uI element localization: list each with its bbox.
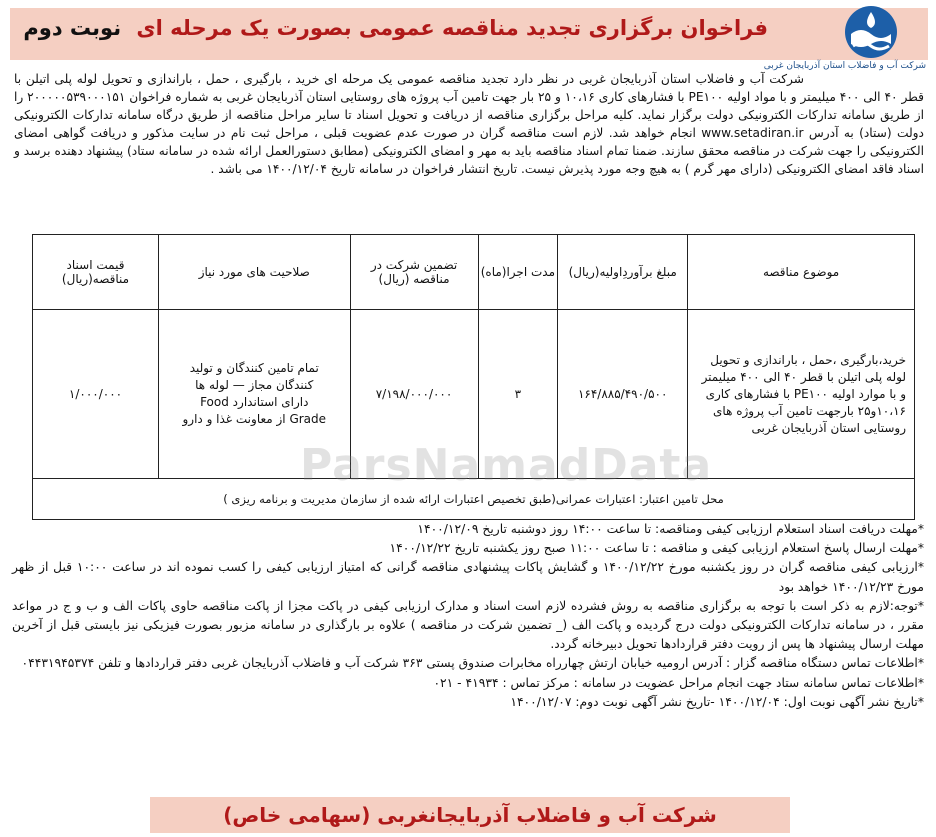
header-doc-price: قیمت اسناد مناقصه(ریال) (33, 235, 159, 310)
table-row (33, 310, 915, 479)
page-title (23, 16, 768, 40)
cell-guarantee: ۷/۱۹۸/۰۰۰/۰۰۰ (350, 310, 478, 479)
note-contact-info: *اطلاعات تماس دستگاه مناقصه گزار : آدرس ارومیه خیابان ارتش چهارراه مخابرات صندوق پستی ۳۶۳ شرکت آب و فاضلاب آذربایجان غربی دفتر قراردادها و تلفن ۰۴۴۳۱۹۴۵۳۷۴ (21, 656, 924, 671)
title-text: فراخوان برگزاری تجدید مناقصه عمومی بصورت یک مرحله ای (136, 16, 768, 40)
header-subject: موضوع مناقصه (688, 235, 915, 310)
notes-section (12, 520, 924, 712)
water-drop-icon (843, 4, 899, 60)
header-qualifications: صلاحیت های مورد نیاز (159, 235, 351, 310)
note-evaluation-opening: *ارزیابی کیفی مناقصه گران در روز یکشنبه مورخ ۱۴۰۰/۱۲/۲۲ و گشایش پاکات پیشنهادی مناقصه گرانی که امتیاز ارزیابی کیفی را کسب نموده اند در ساعت ۱۰:۰۰ قبل از ظهر مورخ ۱۴۰۰/۱۲/۲۳ خواهد بود (12, 560, 924, 594)
round-label: نوبت دوم (23, 16, 122, 40)
note-document-deadline: *مهلت دریافت اسناد استعلام ارزیابی کیفی ومناقصه: تا ساعت ۱۴:۰۰ روز دوشنبه تاریخ ۱۴۰۰/۱۲/۰۹ (417, 522, 924, 536)
tender-table (32, 234, 915, 520)
cell-qualifications: تمام تامین کنندگان و تولید کنندگان مجاز — لوله ها دارای استاندارد Food Grade از معاونت غذا و دارو (159, 310, 351, 479)
cell-doc-price: ۱/۰۰۰/۰۰۰ (33, 310, 159, 479)
funding-text: محل تامین اعتبار: اعتبارات عمرانی(طبق تخصیص اعتبارات ارائه شده از سازمان مدیریت و برنامه ریزی ) (33, 479, 915, 520)
note-attention: *توجه:لازم به ذکر است با توجه به برگزاری مناقصه به روش فشرده لازم است اسناد و مدارک ارزیابی کیفی در پاکت مجزا از پاکت مناقصه حاوی پاکات الف و ب و ج در مواعد مقرر ، در سامانه تدارکات الکترونیکی دولت درج گردیده و پاکت الف (_ تضمین شرکت در مناقصه ) علاوه بر بارگذاری در سامانه مزبور بصورت فیزیکی نیز بایستی قبل از آخرین مهلت ارسال پیشنهاد ها پس از رویت دفتر قراردادها تحویل دبیرخانه گردد. (12, 598, 924, 652)
intro-text: شرکت آب و فاضلاب استان آذربایجان غربی در نظر دارد تجدید مناقصه عمومی یک مرحله ای خرید ، بارگیری ، حمل ، باراندازی و تحویل لوله پلی اتیلن با قطر ۴۰ الی ۴۰۰ میلیمتر و با مواد اولیه PE۱۰۰ با فشارهای کاری ۱۰،۱۶ و ۲۵ بار جهت تامین آب پروژه های روستایی استان آذربایجان غربی به شماره فراخوان ۲۰۰۰۰۰۵۳۹۰۰۰۱۵۱ را از طریق سامانه تدارکات الکترونیکی دولت برگزار نماید. کلیه مراحل برگزاری مناقصه از دریافت و تحویل اسناد تا سایر مراحل مناقصه از طریق درگاه سامانه تدارکات الکترونیکی دولت (ستاد) به آدرس www.setadiran.ir انجام خواهد شد. لازم است مناقصه گران در صورت عدم عضویت قبلی ، مراحل ثبت نام در سایت مذکور و دریافت گواهی امضای الکترونیکی را جهت شرکت در مناقصه محقق سازند. ضمنا تمام اسناد مناقصه باید به مهر و امضای الکترونیکی (مطابق دستورالعمل ارائه شده در سامانه ستاد) پیشنهاد دهنده برسد و اسناد فاقد امضای الکترونیکی (دارای مهر گرم ) به هیچ وجه مورد پذیرش نیست. تاریخ انتشار فراخوان در سامانه تاریخ ۱۴۰۰/۱۲/۰۴ می باشد . (14, 72, 924, 176)
note-setad-contact: *اطلاعات تماس سامانه ستاد جهت انجام مراحل عضویت در سامانه : مرکز تماس : ۴۱۹۳۴ - ۰۲۱ (433, 675, 924, 690)
cell-subject: خرید،بارگیری ،حمل ، باراندازی و تحویل لوله پلی اتیلن با قطر ۴۰ الی ۴۰۰ میلیمتر و با موارد اولیه PE۱۰۰ با فشارهای کاری ۱۰،۱۶و۲۵ بارجهت تامین آب پروژه های روستایی استان آذربایجان غربی (688, 310, 915, 479)
note-submission-deadline: *مهلت ارسال پاسخ استعلام ارزیابی کیفی و مناقصه : تا ساعت ۱۱:۰۰ صبح روز یکشنبه تاریخ ۱۴۰۰/۱۲/۲۲ (389, 541, 924, 556)
header-banner (10, 8, 928, 60)
footer-company-name: شرکت آب و فاضلاب آذربایجانغربی (سهامی خاص) (150, 797, 790, 833)
funding-row (33, 479, 915, 520)
header-duration: مدت اجرا(ماه) (478, 235, 558, 310)
cell-duration: ۳ (478, 310, 558, 479)
watermark: ParsNamadData (300, 440, 713, 491)
header-estimate: مبلغ برآوردِاولیه(ریال) (558, 235, 688, 310)
note-publication-dates: *تاریخ نشر آگهی نوبت اول: ۱۴۰۰/۱۲/۰۴ -تاریخ نشر آگهی نوبت دوم: ۱۴۰۰/۱۲/۰۷ (510, 694, 924, 709)
logo-caption: شرکت آب و فاضلاب استان آذربایجان غربی (763, 61, 926, 71)
table-header-row (33, 235, 915, 310)
intro-paragraph (14, 70, 924, 178)
cell-estimate: ۱۶۴/۸۸۵/۴۹۰/۵۰۰ (558, 310, 688, 479)
header-guarantee: تضمین شرکت در مناقصه (ریال) (350, 235, 478, 310)
